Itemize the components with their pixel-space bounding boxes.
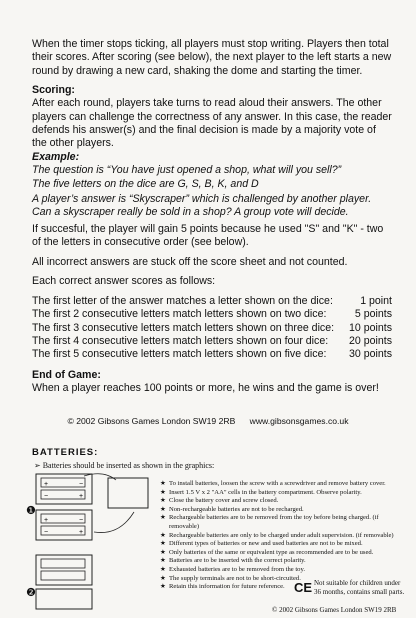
star-icon: ★: [160, 488, 166, 496]
arrow-icon: [84, 474, 116, 480]
points-row: [32, 322, 392, 335]
points-rule: The first 4 consecutive letters match letters shown on four dice:: [32, 334, 329, 347]
list-item-text: The supply terminals are not to be short-circuited.: [169, 574, 301, 582]
list-item: [160, 514, 408, 531]
star-icon: ★: [160, 548, 166, 556]
star-icon: ★: [160, 480, 166, 487]
battery-cell: [41, 559, 85, 568]
list-item: [160, 497, 408, 506]
points-value: 30 points: [349, 348, 392, 361]
success-text: If succesful, the player will gain 5 points because he used "S" and "K" - two of the letters in consecutive order (see below).: [32, 223, 384, 249]
list-item-text: Insert 1.5 V x 2 "AA" cells in the battery compartment. Observe polarity.: [169, 488, 362, 496]
battery-cover: [36, 589, 92, 609]
step-1-icon: ❶: [26, 504, 36, 517]
age-warning: [314, 579, 404, 597]
list-item: [160, 540, 408, 549]
list-item-text: Close the battery cover and screw closed.: [169, 497, 279, 505]
points-value: 1 point: [360, 295, 392, 307]
list-item-text: To install batteries, loosen the screw with a screwdriver and remove battery cover.: [169, 480, 386, 487]
points-value: 20 points: [349, 334, 392, 347]
intro-text: When the timer stops ticking, all players must stop writing. Players then total their scores. After scoring (see below), the next player to the left starts a new round by drawing a new card, shaking the dome and starting the timer.: [32, 38, 392, 77]
list-item: [160, 506, 408, 515]
scoring-section: [32, 84, 392, 150]
example-heading: Example:: [32, 151, 80, 163]
star-icon: ★: [160, 497, 166, 505]
scoring-heading: Scoring:: [32, 84, 75, 96]
step-2-icon: ❷: [26, 586, 36, 599]
list-item: [160, 480, 408, 489]
points-intro-text: Each correct answer scores as follows:: [32, 275, 216, 287]
points-row: [32, 308, 392, 321]
points-row: [32, 348, 392, 361]
points-rule: The first 3 consecutive letters match letters shown on three dice:: [32, 321, 335, 334]
scoring-text: After each round, players take turns to read aloud their answers. The other players can challenge the correctness of any answer. In this case, the reader defends his answer(s) and the final decision is made by a majority vote of the other players.: [32, 97, 392, 150]
svg-text:−: −: [79, 481, 84, 488]
list-item-text: Only batteries of the same or equivalent type as recommended are to be used.: [169, 548, 374, 556]
battery-cover: [108, 478, 148, 508]
battery-compartment: [36, 555, 92, 585]
incorrect-paragraph: [32, 256, 392, 269]
star-icon: ★: [160, 583, 166, 591]
star-icon: ★: [160, 565, 166, 573]
list-item: [160, 557, 408, 566]
svg-text:−: −: [44, 529, 49, 536]
battery-cell: [41, 571, 85, 580]
example-challenge: [32, 193, 392, 220]
svg-text:−: −: [79, 517, 84, 524]
battery-diagram-2: [24, 553, 156, 611]
age-warning-line2: 36 months, contains small parts.: [314, 587, 405, 596]
svg-text:+: +: [44, 517, 49, 524]
list-item: [160, 549, 408, 558]
endgame-heading: End of Game:: [32, 369, 101, 381]
ce-mark: CE: [294, 580, 313, 595]
star-icon: ★: [160, 514, 166, 522]
batteries-subtitle: [34, 461, 214, 470]
endgame-text: When a player reaches 100 points or more, he wins and the game is over!: [32, 382, 379, 395]
example-letters: The five letters on the dice are G, S, B, K, and D: [32, 177, 259, 190]
list-item: [160, 532, 408, 541]
list-item-text: Rechargeable batteries are only to be charged under adult supervision. (if removable): [169, 531, 394, 539]
points-row: [32, 295, 392, 308]
challenge-text: A player’s answer is “Skyscraper” which is challenged by another player. Can a skyscraper really be sold in a shop? A group vote will decide.: [32, 193, 372, 219]
svg-text:+: +: [79, 529, 84, 536]
svg-text:+: +: [44, 481, 49, 488]
list-item: [160, 489, 408, 498]
points-value: 10 points: [349, 321, 392, 334]
battery-copyright: © 2002 Gibsons Games London SW19 2RB: [272, 606, 397, 614]
svg-text:+: +: [79, 493, 84, 500]
batteries-title: BATTERIES:: [32, 447, 99, 458]
star-icon: ★: [160, 505, 166, 513]
battery-instructions: [160, 480, 408, 592]
arrow-icon: ➢: [34, 461, 41, 470]
batteries-subtitle-text: Batteries should be inserted as shown in the graphics:: [42, 461, 215, 470]
list-item-text: Batteries are to be inserted with the correct polarity.: [169, 557, 306, 565]
endgame-section: [32, 369, 392, 396]
copyright-line: © 2002 Gibsons Games London SW19 2RB www.gibsonsgames.co.uk: [67, 416, 349, 426]
star-icon: ★: [160, 557, 166, 565]
incorrect-text: All incorrect answers are stuck off the score sheet and not counted.: [32, 256, 348, 268]
points-value: 5 points: [354, 308, 392, 321]
battery-diagram-1: [24, 472, 156, 544]
example-section: [32, 151, 392, 191]
points-rule: The first 5 consecutive letters match letters shown on five dice:: [32, 348, 327, 361]
svg-text:−: −: [44, 493, 49, 500]
points-intro: [32, 275, 392, 288]
list-item-text: Retain this information for future reference.: [169, 583, 285, 591]
intro-paragraph: [32, 38, 392, 78]
points-rule: The first letter of the answer matches a letter shown on the dice:: [32, 295, 333, 307]
arrow-icon: [94, 512, 134, 533]
list-item: [160, 566, 408, 575]
list-item-text: Rechargeable batteries are to be removed from the toy before being charged. (if removable): [169, 514, 379, 530]
example-question: The question is “You have just opened a shop, what will you sell?”: [32, 164, 342, 177]
points-rule: The first 2 consecutive letters match letters shown on two dice:: [32, 308, 327, 321]
points-table: [32, 295, 392, 361]
star-icon: ★: [160, 540, 166, 548]
list-item-text: Non-rechargeable batteries are not to be recharged.: [169, 505, 304, 513]
list-item-text: Different types of batteries or new and used batteries are not to be mixed.: [169, 540, 363, 548]
star-icon: ★: [160, 531, 166, 539]
success-paragraph: [32, 223, 392, 250]
star-icon: ★: [160, 574, 166, 582]
points-row: [32, 335, 392, 348]
list-item-text: Exhausted batteries are to be removed from the toy.: [169, 565, 305, 573]
age-warning-line1: Not suitable for children under: [314, 579, 401, 587]
